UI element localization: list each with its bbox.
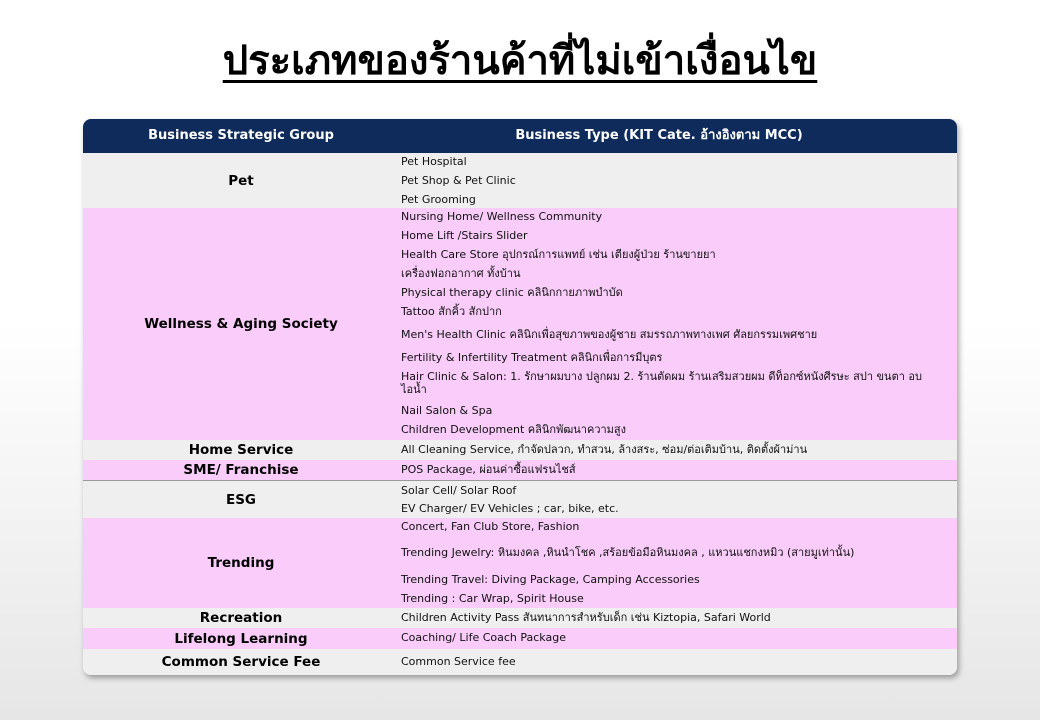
list-item: เครื่องฟอกอากาศ ทั้งบ้าน (401, 267, 521, 280)
group-name: Common Service Fee (161, 654, 321, 670)
header-group: Business Strategic Group (148, 128, 334, 143)
list-item: Children Development คลินิกพัฒนาความสูง (401, 423, 627, 436)
list-item: POS Package, ผ่อนค่าซื้อแฟรนไชส์ (401, 463, 576, 476)
group-name: Lifelong Learning (174, 630, 308, 647)
list-item: Pet Grooming (401, 193, 476, 206)
list-item: Men's Health Clinic คลินิกเพื่อสุขภาพของผู้ชาย สมรรถภาพทางเพศ ศัลยกรรมเพศชาย (401, 328, 818, 341)
list-item: Trending Jewelry: หินมงคล ,หินนำโชค ,สร้อยข้อมือหินมงคล , แหวนแชกงหมิว (สายมูเท่านั้น) (401, 546, 855, 559)
list-item: Concert, Fan Club Store, Fashion (401, 520, 580, 533)
group-name: ESG (225, 491, 257, 508)
group-name: Recreation (199, 610, 283, 626)
table-row-home-service (83, 440, 957, 460)
table-row-lifelong-learning (83, 628, 957, 649)
list-item: Hair Clinic & Salon: 1. รักษาผมบาง ปลูกผม 2. ร้านตัดผม ร้านเสริมสวยผม ดีท็อกซ์หนังศีรษะ สปา ขนตา อบไอน้ำ (401, 370, 922, 396)
list-item: Home Lift /Stairs Slider (401, 229, 528, 242)
list-item: All Cleaning Service, กำจัดปลวก, ทำสวน, ล้างสระ, ซ่อม/ต่อเติมบ้าน, ติดตั้งผ้าม่าน (401, 443, 808, 456)
merchant-type-table (83, 119, 957, 675)
list-item: Pet Hospital (401, 155, 467, 168)
table-row-recreation (83, 608, 957, 628)
table-row-common-service-fee (83, 649, 957, 675)
header-type: Business Type (KIT Cate. อ้างอิงตาม MCC) (515, 128, 803, 143)
list-item: Pet Shop & Pet Clinic (401, 174, 516, 187)
table-row-trending (83, 518, 957, 608)
list-item: Tattoo สักคิ้ว สักปาก (401, 305, 502, 318)
group-name: Trending (207, 555, 275, 571)
table-header (83, 119, 957, 153)
list-item: Nursing Home/ Wellness Community (401, 210, 603, 223)
page-title-text: ประเภทของร้านค้าที่ไม่เข้าเงื่อนไข (222, 38, 818, 84)
list-item: EV Charger/ EV Vehicles ; car, bike, etc. (401, 502, 619, 515)
group-name: Pet (228, 172, 254, 189)
list-item: Solar Cell/ Solar Roof (401, 484, 517, 497)
table-row-pet (83, 153, 957, 208)
list-item: Trending Travel: Diving Package, Camping Accessories (401, 573, 700, 586)
table-row-sme-franchise (83, 460, 957, 480)
list-item: Fertility & Infertility Treatment คลินิกเพื่อการมีบุตร (401, 351, 663, 364)
list-item: Children Activity Pass สันทนาการสำหรับเด็ก เช่น Kiztopia, Safari World (401, 611, 771, 624)
group-name: Wellness & Aging Society (144, 316, 338, 332)
list-item: Health Care Store อุปกรณ์การแพทย์ เช่น เตียงผู้ป่วย ร้านขายยา (401, 248, 716, 261)
page-title (0, 28, 1040, 92)
table-row-esg (83, 481, 957, 518)
group-name: Home Service (188, 442, 294, 458)
list-item: Trending : Car Wrap, Spirit House (401, 592, 584, 605)
list-item: Common Service fee (401, 655, 516, 668)
list-item: Physical therapy clinic คลินิกกายภาพบำบัด (401, 286, 623, 299)
list-item: Coaching/ Life Coach Package (401, 631, 566, 644)
group-name: SME/ Franchise (183, 462, 299, 478)
list-item: Nail Salon & Spa (401, 404, 493, 417)
table-row-wellness (83, 208, 957, 440)
